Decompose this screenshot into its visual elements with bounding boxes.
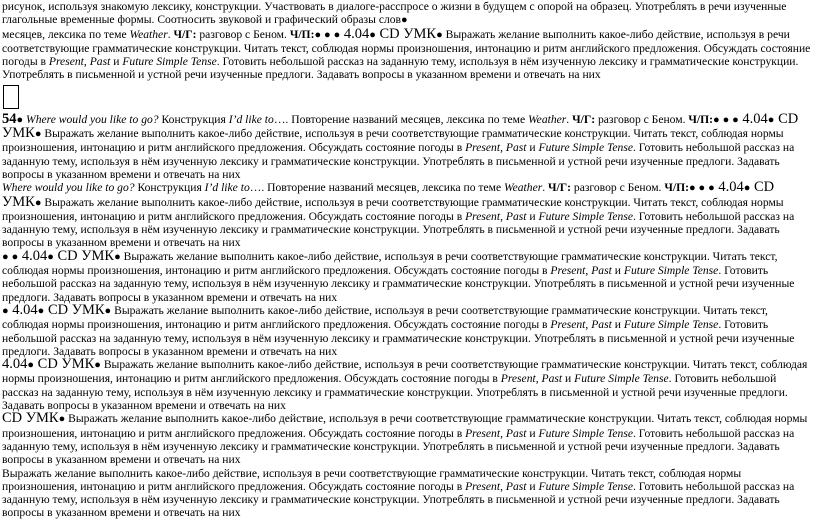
empty-box-icon — [3, 85, 19, 109]
bullet-icon: ● — [104, 304, 112, 317]
text-segment: . Готовить небольшой рассказ на заданную тему, используя в нём изученную лексику и грамматические конструкции. Употреблять в письменной и устной речи изученные предлоги. Задавать вопросы в указанном времени и отвечать на них — [2, 141, 795, 181]
text-segment: , — [585, 318, 592, 332]
bullet-icon: ● — [2, 304, 9, 317]
tense-past: Past — [541, 372, 563, 386]
code-label: 4.04 — [340, 25, 370, 42]
label-cg: Ч/Г: — [173, 27, 197, 41]
tense-past: Past — [591, 318, 612, 332]
intro-text: рисунок, используя знакомую лексику, конструкции. Участвовать в диалоге-расспросе о жизни в будущем с опорой на образец. Употреблять в речи изученные глагольные временные формы. Соотносить звуковой и графический образы слов — [2, 0, 787, 27]
cd-label: CD УМК — [2, 110, 799, 142]
text-segment: и — [526, 426, 539, 440]
bullet-icon: ● — [11, 250, 19, 263]
cd-label: CD УМК — [2, 179, 775, 210]
text-segment: Выражать желание выполнить какое-либо действие, используя в речи соответствующие грамматические конструкции. Читать текст, соблюдая нормы произношения, интонацию и ритм английского предложения. Обсуждать состояние погоды в — [2, 195, 784, 223]
tense-present: Present — [500, 372, 536, 386]
text-segment: . — [542, 181, 549, 195]
tense-future: Future Simple Tense — [623, 318, 719, 332]
text-segment: месяцев, лексика по теме — [2, 27, 130, 41]
text-segment: … — [249, 181, 262, 195]
tense-future: Future Simple Tense — [538, 479, 633, 493]
cd-label: CD УМК — [2, 410, 59, 427]
construction: I’d like to — [228, 112, 274, 126]
bullet-icon: ● — [708, 182, 715, 195]
text-segment: и — [526, 479, 539, 493]
bullet-icon: ● — [94, 359, 101, 372]
weather-term: Weather — [129, 27, 168, 41]
bullet-icon: ● — [401, 14, 408, 27]
code-label: 4.04 — [714, 179, 744, 196]
bullet-icon: ● — [743, 182, 751, 195]
text-segment: . — [167, 27, 174, 41]
label-cg: Ч/Г: — [572, 112, 596, 126]
code-label: 4.04 — [8, 301, 38, 318]
bullet-icon: ● — [698, 182, 706, 195]
cd-label: CD УМК — [53, 247, 115, 264]
tense-present: Present — [48, 55, 84, 69]
paragraph-intro — [2, 0, 812, 82]
tense-past: Past — [89, 55, 111, 69]
bullet-icon: ● — [16, 113, 24, 126]
tense-present: Present — [465, 209, 501, 223]
text-segment: Конструкция — [158, 112, 229, 126]
tense-future: Future Simple Tense — [538, 209, 633, 223]
cd-label: CD УМК — [34, 356, 95, 373]
text-segment: разговор с Беном. — [571, 181, 665, 195]
text-segment: . Готовить небольшой рассказ на заданную тему, используя в нём изученную лексику и грамматические конструкции. Употреблять в письменной и устной речи изученные предлоги. Задавать вопросы в указанном времени и отвечать на них — [2, 55, 799, 82]
text-segment: , — [83, 55, 90, 69]
text-segment: и — [526, 209, 539, 223]
text-segment: разговор с Беном. — [595, 112, 689, 126]
tense-future: Future Simple Tense — [538, 141, 633, 155]
text-segment: . Повторение названий месяцев, лексика по теме — [261, 181, 505, 195]
construction: I’d like to — [204, 181, 250, 195]
cd-label: CD УМК — [44, 301, 105, 318]
tense-past: Past — [505, 209, 527, 223]
tense-future: Future Simple Tense — [122, 55, 217, 69]
bullet-icon: ● — [767, 113, 775, 126]
weather-term: Weather — [504, 181, 543, 195]
text-segment: Выражать желание выполнить какое-либо действие, используя в речи соответствующие грамматические конструкции. Читать текст, соблюдая нормы произношения, интонацию и ритм английского предложения. Обсуждать состояние погоды в — [2, 249, 778, 278]
paragraph-repeat-5 — [2, 412, 812, 466]
tense-present: Present — [465, 426, 501, 440]
tense-past: Past — [505, 479, 527, 493]
paragraph-repeat-3 — [2, 301, 812, 358]
text-segment: . Готовить небольшой рассказ на заданную тему, используя в нём изученную лексику и грамматические конструкции. Употреблять в письменной и устной речи изученные предлоги. Задавать вопросы в указанном времени и отвечать на них — [2, 426, 795, 467]
tense-past: Past — [505, 426, 527, 440]
code-label: 4.04 — [738, 110, 768, 127]
tense-past: Past — [591, 264, 612, 278]
lesson-title: Where would you like to go? — [23, 112, 159, 126]
text-segment: , — [500, 426, 506, 440]
paragraph-repeat-1 — [2, 181, 812, 249]
bullet-icon: ● — [722, 113, 730, 126]
tense-past: Past — [505, 141, 527, 155]
text-segment: . Повторение названий месяцев, лексика по теме — [285, 112, 529, 126]
text-segment: , — [585, 264, 592, 278]
bullet-icon: ● — [58, 413, 66, 426]
tense-present: Present — [465, 141, 501, 155]
document-page — [2, 0, 812, 520]
tense-future: Future Simple Tense — [623, 264, 719, 278]
bullet-icon: ● — [37, 304, 45, 317]
bullet-icon: ● — [2, 250, 9, 263]
text-segment: . Готовить небольшой рассказ на заданную тему, используя в нём изученную лексику и грамматические конструкции. Употреблять в письменной и устной речи изученные предлоги. Задавать вопросы в указанном времени и отвечать на них — [2, 479, 795, 520]
bullet-icon: ● — [369, 28, 376, 41]
text-segment: , — [535, 372, 542, 386]
cd-label: CD УМК — [375, 25, 437, 42]
text-segment: Выражать желание выполнить какое-либо действие, используя в речи соответствующие грамматические конструкции. Читать текст, соблюдая нормы произношения, интонацию и ритм английского предложения. Обсуждать состояние погоды в — [2, 303, 768, 332]
bullet-icon: ● — [713, 113, 720, 126]
text-segment: Выражать желание выполнить какое-либо действие, используя в речи соответствующие грамматические конструкции. Читать текст, соблюдая нормы произношения, интонацию и ритм английского предложения. Обсуждать состояние погоды в — [2, 412, 808, 440]
text-segment: . — [566, 112, 573, 126]
text-segment: … — [273, 112, 286, 126]
text-segment: , — [500, 141, 506, 155]
paragraph-54 — [2, 110, 812, 181]
code-label: 4.04 — [2, 356, 28, 373]
text-segment: и — [611, 264, 624, 278]
text-segment: Выражать желание выполнить какое-либо действие, используя в речи соответствующие грамматические конструкции. Читать текст, соблюдая нормы произношения, интонацию и ритм английского предложения. Обсуждать состояние погоды в — [2, 27, 811, 69]
bullet-icon: ● — [114, 250, 121, 263]
text-segment: , — [500, 479, 506, 493]
text-segment: Конструкция — [134, 181, 205, 195]
label-cp: Ч/П: — [664, 181, 689, 195]
bullet-icon: ● — [436, 28, 443, 41]
bullet-icon: ● — [732, 113, 739, 126]
bullet-icon: ● — [324, 28, 331, 41]
bullet-icon: ● — [34, 196, 42, 209]
lesson-title: Where would you like to go? — [2, 181, 135, 195]
text-segment: . Готовить небольшой рассказ на заданную тему, используя в нём изученную лексику и грамматические конструкции. Употреблять в письменной и устной речи изученные предлоги. Задавать вопросы в указанном времени и отвечать на них — [2, 318, 795, 358]
code-label: 4.04 — [18, 247, 48, 264]
tense-present: Present — [550, 318, 586, 332]
weather-term: Weather — [528, 112, 567, 126]
text-segment: и — [562, 372, 575, 386]
text-segment: . Готовить небольшой рассказ на заданную тему, используя в нём изученную лексику и грамматические конструкции. Употреблять в письменной и устной речи изученные предлоги. Задавать вопросы в указанном времени и отвечать на них — [2, 264, 795, 304]
tense-future: Future Simple Tense — [538, 426, 633, 440]
bullet-icon: ● — [314, 28, 322, 41]
paragraph-repeat-2 — [2, 247, 812, 304]
lesson-number: 54 — [2, 110, 17, 127]
text-segment: разговор с Беном. — [196, 27, 290, 41]
paragraph-repeat-6 — [2, 467, 812, 520]
text-segment: Выражать желание выполнить какое-либо действие, используя в речи соответствующие грамматические конструкции. Читать текст, соблюдая нормы произношения, интонацию и ритм английского предложения. Обсуждать состояние погоды в — [2, 358, 808, 386]
text-segment: , — [500, 209, 506, 223]
text-segment: . Готовить небольшой рассказ на заданную тему, используя в нём изученную лексику и грамматические конструкции. Употреблять в письменной и устной речи изученные предлоги. Задавать вопросы в указанном времени и отвечать на них — [2, 372, 788, 413]
label-cg: Ч/Г: — [548, 181, 571, 195]
bullet-icon: ● — [27, 359, 35, 372]
label-cp: Ч/П: — [688, 112, 714, 126]
bullet-icon: ● — [47, 250, 54, 263]
text-segment: и — [526, 141, 539, 155]
text-segment: и — [611, 318, 624, 332]
text-segment: Выражать желание выполнить какое-либо действие, используя в речи соответствующие грамматические конструкции. Читать текст, соблюдая нормы произношения, интонацию и ритм английского предложения. Обсуждать состояние погоды в — [2, 466, 742, 493]
label-cp: Ч/П: — [289, 27, 315, 41]
paragraph-repeat-4 — [2, 358, 812, 412]
bullet-icon: ● — [34, 128, 42, 141]
tense-present: Present — [550, 264, 586, 278]
bullet-icon: ● — [688, 182, 696, 195]
text-segment: и — [110, 55, 123, 69]
tense-present: Present — [465, 479, 501, 493]
tense-future: Future Simple Tense — [574, 372, 669, 386]
bullet-icon: ● — [333, 28, 341, 41]
text-segment: Выражать желание выполнить какое-либо действие, используя в речи соответствующие грамматические конструкции. Читать текст, соблюдая нормы произношения, интонацию и ритм английского предложения. Обсуждать состояние погоды в — [2, 127, 784, 155]
text-segment: . Готовить небольшой рассказ на заданную тему, используя в нём изученную лексику и грамматические конструкции. Употреблять в письменной и устной речи изученные предлоги. Задавать вопросы в указанном времени и отвечать на них — [2, 209, 795, 250]
